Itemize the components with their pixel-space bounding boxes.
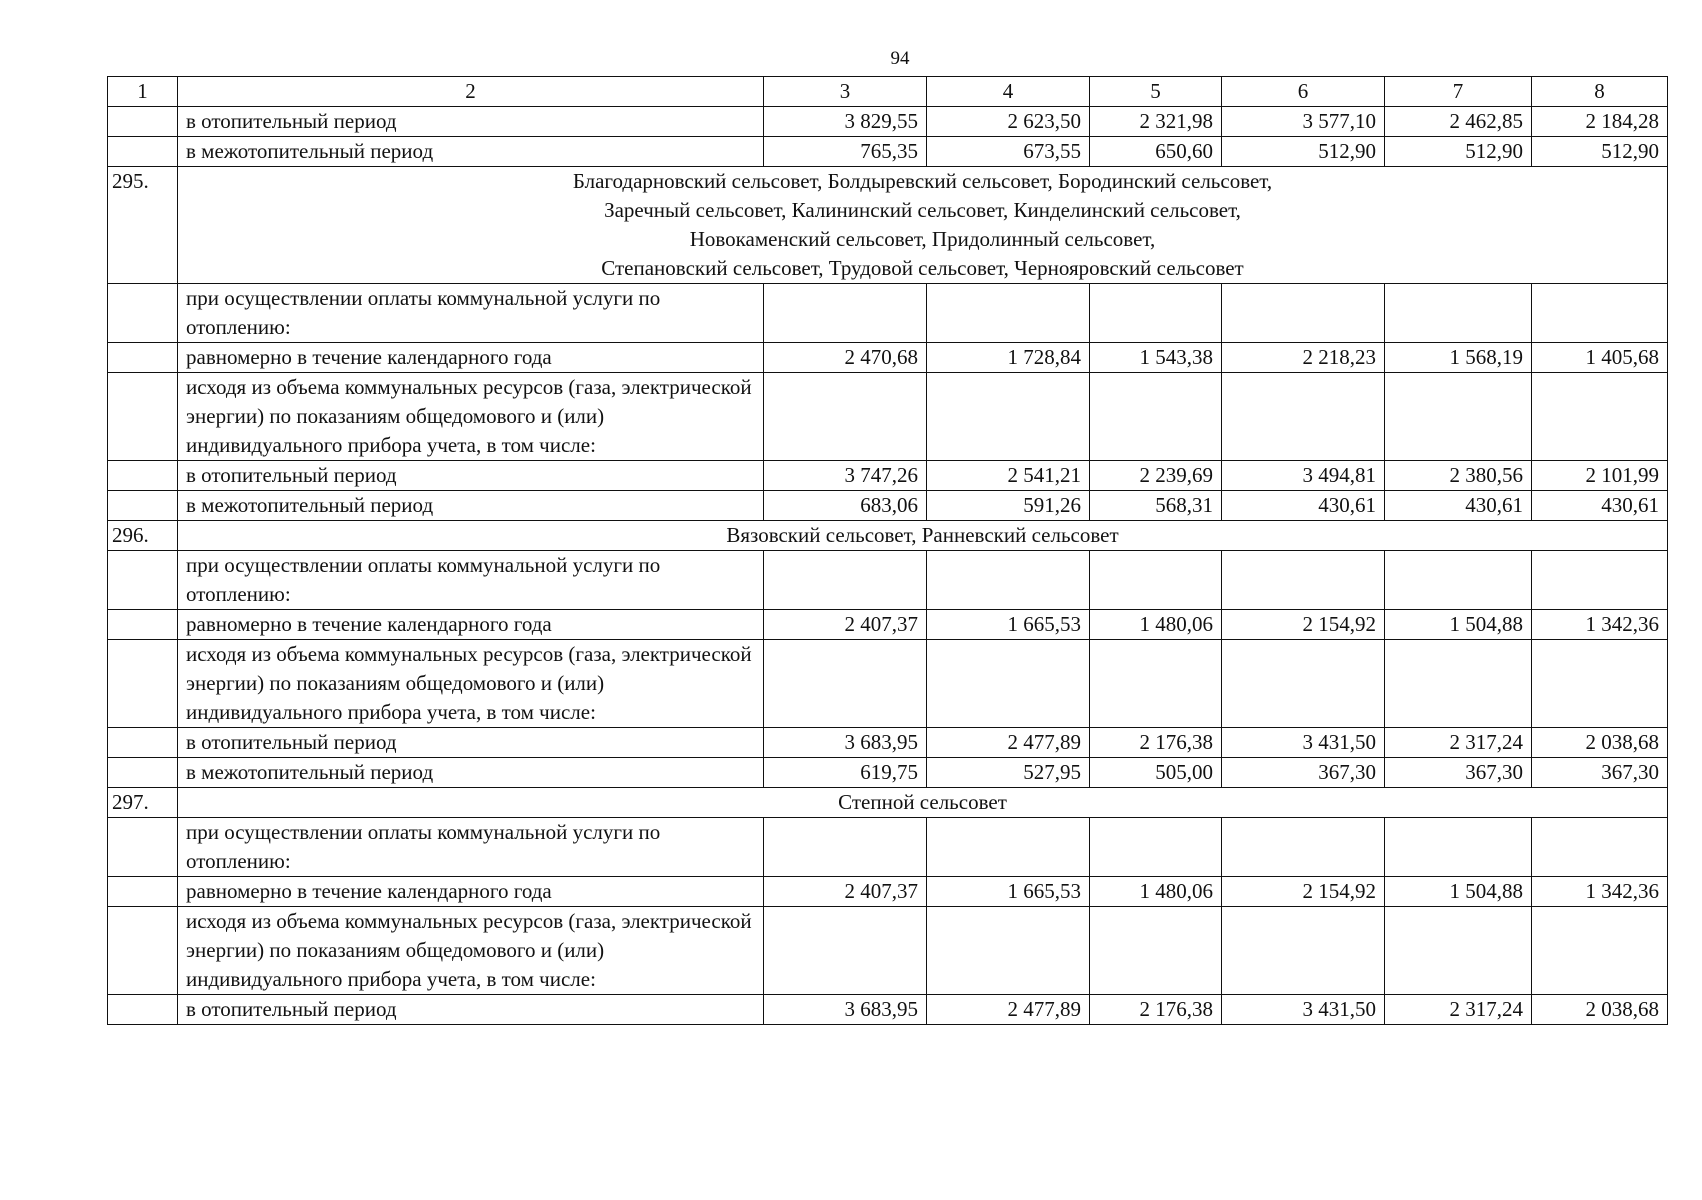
value-cell: 1 665,53: [927, 610, 1090, 640]
index-cell: [108, 610, 178, 640]
section-index: 297.: [108, 788, 178, 818]
column-header: 3: [764, 77, 927, 107]
value-cell: 2 462,85: [1385, 107, 1532, 137]
value-cell: 2 317,24: [1385, 728, 1532, 758]
value-cell: [1385, 907, 1532, 995]
column-header: 1: [108, 77, 178, 107]
section-title-line: Степной сельсовет: [838, 790, 1007, 814]
index-cell: [108, 640, 178, 728]
value-cell: 2 541,21: [927, 461, 1090, 491]
value-cell: 3 431,50: [1222, 728, 1385, 758]
row-label: исходя из объема коммунальных ресурсов (газа, электрической энергии) по показаниям общедомового и (или) индивидуального прибора учета, в том числе:: [178, 640, 764, 728]
value-cell: 2 477,89: [927, 728, 1090, 758]
row-label: равномерно в течение календарного года: [178, 877, 764, 907]
index-cell: [108, 284, 178, 343]
value-cell: 1 480,06: [1090, 877, 1222, 907]
value-cell: [764, 284, 927, 343]
value-cell: [1385, 818, 1532, 877]
section-title: [178, 788, 1668, 818]
value-cell: 3 683,95: [764, 995, 927, 1025]
value-cell: [1385, 284, 1532, 343]
value-cell: [764, 373, 927, 461]
section-header-row: [108, 521, 1668, 551]
value-cell: [1090, 373, 1222, 461]
value-cell: 1 480,06: [1090, 610, 1222, 640]
value-cell: 2 038,68: [1532, 995, 1668, 1025]
value-cell: [1385, 551, 1532, 610]
row-label: равномерно в течение календарного года: [178, 343, 764, 373]
index-cell: [108, 758, 178, 788]
value-cell: [1532, 907, 1668, 995]
index-cell: [108, 137, 178, 167]
value-cell: 2 101,99: [1532, 461, 1668, 491]
value-cell: 1 342,36: [1532, 877, 1668, 907]
section-title-line: Новокаменский сельсовет, Придолинный сельсовет,: [689, 227, 1156, 251]
value-cell: [1222, 373, 1385, 461]
value-cell: [764, 551, 927, 610]
index-cell: [108, 551, 178, 610]
value-cell: 527,95: [927, 758, 1090, 788]
section-title-line: Благодарновский сельсовет, Болдыревский сельсовет, Бородинский сельсовет,: [572, 169, 1273, 193]
section-header-row: [108, 788, 1668, 818]
column-header: 2: [178, 77, 764, 107]
row-label: при осуществлении оплаты коммунальной услуги по отоплению:: [178, 551, 764, 610]
value-cell: [1222, 284, 1385, 343]
value-cell: 512,90: [1385, 137, 1532, 167]
index-cell: [108, 491, 178, 521]
index-cell: [108, 995, 178, 1025]
value-cell: 3 829,55: [764, 107, 927, 137]
table-row: [108, 758, 1668, 788]
value-cell: 3 494,81: [1222, 461, 1385, 491]
section-title-line: Заречный сельсовет, Калининский сельсовет, Кинделинский сельсовет,: [604, 198, 1241, 222]
index-cell: [108, 818, 178, 877]
value-cell: 2 407,37: [764, 610, 927, 640]
value-cell: 1 665,53: [927, 877, 1090, 907]
value-cell: [1385, 373, 1532, 461]
value-cell: 512,90: [1222, 137, 1385, 167]
value-cell: [1090, 907, 1222, 995]
value-cell: 2 184,28: [1532, 107, 1668, 137]
row-label: исходя из объема коммунальных ресурсов (газа, электрической энергии) по показаниям общедомового и (или) индивидуального прибора учета, в том числе:: [178, 907, 764, 995]
row-label: при осуществлении оплаты коммунальной услуги по отоплению:: [178, 818, 764, 877]
value-cell: 3 683,95: [764, 728, 927, 758]
value-cell: 367,30: [1532, 758, 1668, 788]
section-title-line: Вязовский сельсовет, Ранневский сельсовет: [726, 523, 1119, 547]
value-cell: [1090, 818, 1222, 877]
value-cell: [927, 907, 1090, 995]
row-label: равномерно в течение календарного года: [178, 610, 764, 640]
value-cell: [764, 640, 927, 728]
value-cell: 3 747,26: [764, 461, 927, 491]
value-cell: [764, 818, 927, 877]
table-row: [108, 284, 1668, 343]
value-cell: [1532, 551, 1668, 610]
value-cell: 367,30: [1385, 758, 1532, 788]
column-header: 4: [927, 77, 1090, 107]
value-cell: [1385, 640, 1532, 728]
value-cell: 2 038,68: [1532, 728, 1668, 758]
row-label: в межотопительный период: [178, 491, 764, 521]
table-row: [108, 610, 1668, 640]
value-cell: 430,61: [1532, 491, 1668, 521]
value-cell: 2 218,23: [1222, 343, 1385, 373]
value-cell: [1532, 373, 1668, 461]
value-cell: 1 728,84: [927, 343, 1090, 373]
tariff-table: [107, 76, 1668, 1025]
section-title: [178, 521, 1668, 551]
value-cell: [1090, 551, 1222, 610]
value-cell: [927, 284, 1090, 343]
value-cell: [1532, 284, 1668, 343]
column-header: 7: [1385, 77, 1532, 107]
value-cell: 1 405,68: [1532, 343, 1668, 373]
value-cell: 430,61: [1222, 491, 1385, 521]
column-header: 5: [1090, 77, 1222, 107]
row-label: в отопительный период: [178, 995, 764, 1025]
value-cell: 591,26: [927, 491, 1090, 521]
section-title: [178, 167, 1668, 284]
table-row: [108, 995, 1668, 1025]
value-cell: [927, 818, 1090, 877]
value-cell: [1532, 818, 1668, 877]
table-row: [108, 373, 1668, 461]
section-index: 296.: [108, 521, 178, 551]
value-cell: [1222, 551, 1385, 610]
index-cell: [108, 107, 178, 137]
index-cell: [108, 728, 178, 758]
index-cell: [108, 373, 178, 461]
value-cell: [1222, 818, 1385, 877]
table-row: [108, 461, 1668, 491]
row-label: при осуществлении оплаты коммунальной услуги по отоплению:: [178, 284, 764, 343]
value-cell: 430,61: [1385, 491, 1532, 521]
row-label: в отопительный период: [178, 728, 764, 758]
value-cell: [927, 551, 1090, 610]
value-cell: 568,31: [1090, 491, 1222, 521]
value-cell: [1222, 907, 1385, 995]
table-row: [108, 640, 1668, 728]
value-cell: 1 504,88: [1385, 877, 1532, 907]
value-cell: 2 477,89: [927, 995, 1090, 1025]
value-cell: [1532, 640, 1668, 728]
value-cell: 2 317,24: [1385, 995, 1532, 1025]
value-cell: [764, 907, 927, 995]
value-cell: 1 568,19: [1385, 343, 1532, 373]
value-cell: 3 577,10: [1222, 107, 1385, 137]
value-cell: [1222, 640, 1385, 728]
value-cell: [1090, 284, 1222, 343]
table-row: [108, 907, 1668, 995]
value-cell: 512,90: [1532, 137, 1668, 167]
table-row: [108, 491, 1668, 521]
value-cell: 619,75: [764, 758, 927, 788]
table-row: [108, 877, 1668, 907]
value-cell: 2 380,56: [1385, 461, 1532, 491]
value-cell: 2 154,92: [1222, 877, 1385, 907]
index-cell: [108, 907, 178, 995]
table-row: [108, 728, 1668, 758]
value-cell: 765,35: [764, 137, 927, 167]
value-cell: 2 623,50: [927, 107, 1090, 137]
value-cell: 2 407,37: [764, 877, 927, 907]
value-cell: 505,00: [1090, 758, 1222, 788]
value-cell: 2 470,68: [764, 343, 927, 373]
section-index: 295.: [108, 167, 178, 284]
value-cell: [927, 640, 1090, 728]
value-cell: 1 342,36: [1532, 610, 1668, 640]
column-header: 8: [1532, 77, 1668, 107]
page-number: 94: [890, 48, 910, 69]
value-cell: 683,06: [764, 491, 927, 521]
row-label: в межотопительный период: [178, 758, 764, 788]
index-cell: [108, 461, 178, 491]
value-cell: 2 321,98: [1090, 107, 1222, 137]
value-cell: 1 504,88: [1385, 610, 1532, 640]
value-cell: 650,60: [1090, 137, 1222, 167]
index-cell: [108, 877, 178, 907]
value-cell: 1 543,38: [1090, 343, 1222, 373]
value-cell: 673,55: [927, 137, 1090, 167]
value-cell: 2 154,92: [1222, 610, 1385, 640]
table-row: [108, 818, 1668, 877]
section-header-row: [108, 167, 1668, 284]
row-label: в отопительный период: [178, 107, 764, 137]
section-title-line: Степановский сельсовет, Трудовой сельсовет, Чернояровский сельсовет: [601, 256, 1244, 280]
column-header: 6: [1222, 77, 1385, 107]
value-cell: 367,30: [1222, 758, 1385, 788]
index-cell: [108, 343, 178, 373]
value-cell: [1090, 640, 1222, 728]
value-cell: 3 431,50: [1222, 995, 1385, 1025]
value-cell: 2 176,38: [1090, 728, 1222, 758]
row-label: в межотопительный период: [178, 137, 764, 167]
table-row: [108, 343, 1668, 373]
table-row: [108, 137, 1668, 167]
row-label: в отопительный период: [178, 461, 764, 491]
column-header-row: [108, 77, 1668, 107]
table-row: [108, 107, 1668, 137]
row-label: исходя из объема коммунальных ресурсов (газа, электрической энергии) по показаниям общедомового и (или) индивидуального прибора учета, в том числе:: [178, 373, 764, 461]
value-cell: 2 239,69: [1090, 461, 1222, 491]
value-cell: [927, 373, 1090, 461]
value-cell: 2 176,38: [1090, 995, 1222, 1025]
table-row: [108, 551, 1668, 610]
